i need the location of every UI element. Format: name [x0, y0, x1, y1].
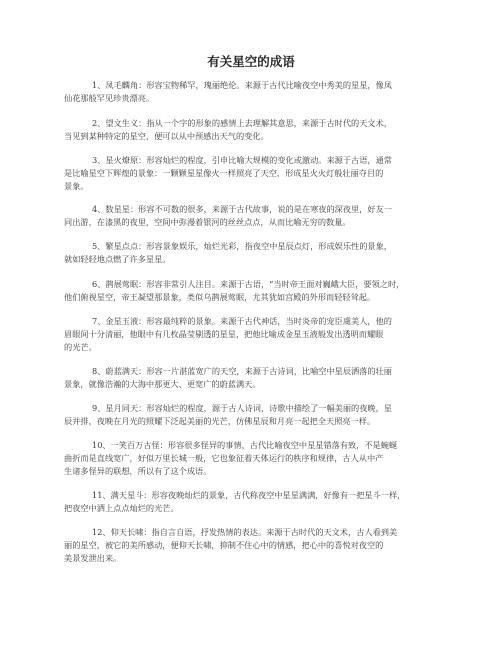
paragraph-line: 辰并排，夜晚在月光的照耀下泛起美丽的光芒，仿佛星辰和月亮一起把全天照亮一样。 — [64, 416, 376, 427]
paragraph-line: 是比喻星空下辉煌的景象：一颗颗星星像火一样照亮了天空，形成星火火灯般壮丽夺目的 — [64, 168, 384, 179]
paragraph-12 — [64, 526, 456, 566]
paragraph-2 — [64, 117, 456, 143]
paragraph-line: 7、金星玉液：形容最纯粹的景象。来源于古代神话，当时炎帝的宠臣虞美人，他的 — [92, 316, 392, 326]
paragraph-line: 同出游，在漆黑的夜里，空间中弥漫着银河的丝丝点点，从而比喻无穷的数量。 — [64, 217, 351, 228]
paragraph-line: 把夜空中洒上点点灿烂的光芒。 — [64, 503, 179, 514]
paragraph-line: 11、满天星斗：形容夜晚灿烂的景象，古代称夜空中星星满满，好像有一把星斗一样， — [92, 490, 406, 500]
paragraph-line: 丽的星空，被它的美所感动，便仰天长啸，抑制不住心中的情感，把心中的喜悦对夜空的 — [64, 540, 384, 551]
paragraph-line: 3、星火燎原：形容灿烂的程度，引申比喻大规模的变化或激动。来源于古语，通常 — [92, 155, 392, 165]
paragraph-line: 6、鹊展莺眠：形容非常引人注目。来源于古语，“当时帝王面对巍峨大臣，要领之时， — [92, 279, 405, 289]
paragraph-line: 1、凤毛麟角：形容宝物稀罕，瑰丽绝伦。来源于古代比喻夜空中秀美的星星，像凤 — [92, 80, 392, 90]
paragraph-1 — [64, 79, 456, 105]
paragraph-line: 曲折而是直线宽广，好似万里长城一般，它也象征着天体运行的秩序和规律，古人从中产 — [64, 453, 384, 464]
paragraph-10 — [64, 439, 456, 479]
paragraph-line: 眉眼间十分清丽，他眼中有几枚晶莹剔透的星星，把他比喻成金星玉液般发出透明而耀眼 — [64, 329, 384, 340]
paragraph-4 — [64, 203, 456, 229]
paragraph-line: 景象。 — [64, 181, 89, 192]
paragraph-7 — [64, 315, 456, 355]
paragraph-line: 4、数星星：形容不可数的很多，来源于古代故事，说的是在寒夜的深夜里，好友一 — [92, 204, 392, 214]
paragraph-line: 仙花那般罕见珍贵漂亮。 — [64, 93, 155, 104]
paragraph-line: 就如轻轻地点燃了许多星星。 — [64, 254, 171, 265]
paragraph-line: 10、一笑百万古怪：形容很多怪异的事情，古代比喻夜空中星星错落有致，不是蜿蜒 — [92, 440, 398, 450]
paragraph-line: 9、星月同天：形容灿烂的程度，源于古人诗词，诗歌中描绘了一幅美丽的夜晚，星 — [92, 403, 392, 413]
paragraph-3 — [64, 154, 456, 194]
paragraph-6 — [64, 278, 456, 304]
paragraph-line: 5、繁星点点：形容景象娱乐，灿烂光彩，指夜空中星辰点灯，形成娱乐性的景象， — [92, 241, 392, 251]
paragraph-8 — [64, 365, 456, 391]
paragraph-line: 8、蔚蓝满天：形容一片湛蓝宽广的天空，来源于古诗词，比喻空中星辰洒落的壮丽 — [92, 366, 392, 376]
paragraph-line: 2、望文生义：指从一个字的形象的感情上去理解其意思，来源于古时代的天文术， — [92, 118, 392, 128]
paragraph-line: 的光芒。 — [64, 342, 97, 353]
page-title: 有关星空的成语 — [207, 54, 295, 69]
paragraph-line: 当见到某种特定的星空，便可以从中预感出天气的变化。 — [64, 131, 269, 142]
paragraph-line: 景象，就像浩瀚的大海中那更大、更宽广的蔚蓝满天。 — [64, 379, 261, 390]
paragraph-line: 生诸多怪异的联想，所以有了这个成语。 — [64, 466, 212, 477]
paragraph-line: 美景发泄出来。 — [64, 553, 122, 564]
paragraph-line: 他们俯视星空，帝王凝望那景象，类似乌鹊展莺眠，尤其犹如宫殿的外形而轻轻耸起。 — [64, 292, 376, 303]
paragraph-9 — [64, 402, 456, 428]
paragraph-5 — [64, 240, 456, 266]
paragraph-11 — [64, 489, 456, 515]
paragraph-line: 12、仰天长啸：指自言自语，抒发热情的表达。来源于古时代的天文术，古人看到美 — [92, 527, 398, 537]
